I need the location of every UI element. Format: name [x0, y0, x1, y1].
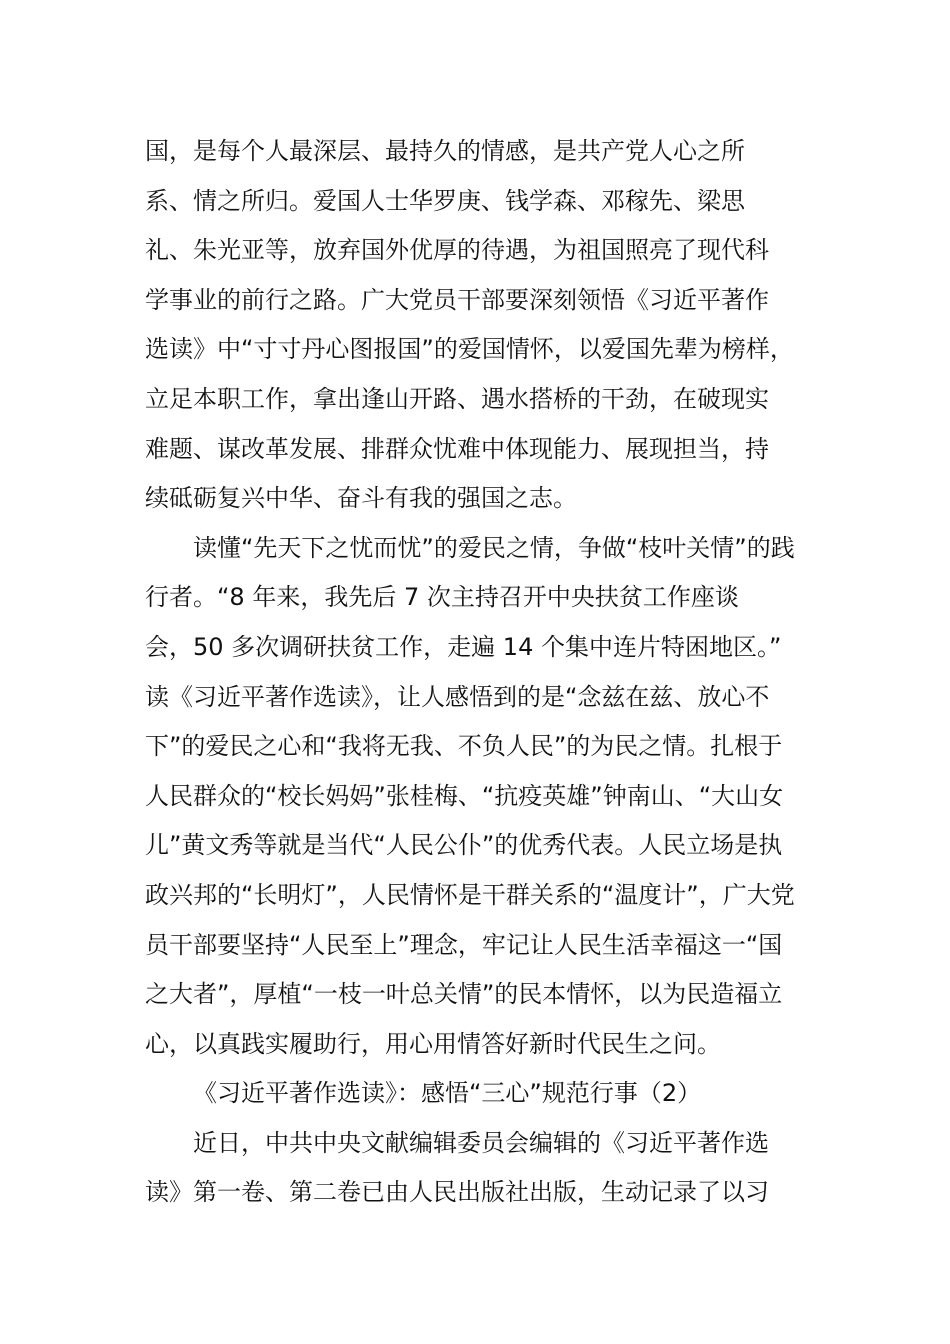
text-line: 心，以真践实履助行，用心用情答好新时代民生之问。: [145, 1029, 721, 1058]
text-line: 选读》中“寸寸丹心图报国”的爱国情怀，以爱国先辈为榜样，: [145, 335, 794, 364]
text-line: 人民群众的“校长妈妈”张桂梅、“抗疫英雄”钟南山、“大山女: [145, 781, 784, 810]
text-line: 立足本职工作，拿出逢山开路、遇水搭桥的干劲，在破现实: [145, 384, 769, 413]
text-line: 读》第一卷、第二卷已由人民出版社出版，生动记录了以习: [145, 1178, 769, 1207]
text-line: 国，是每个人最深层、最持久的情感，是共产党人心之所: [145, 137, 745, 165]
text-line: 礼、朱光亚等，放弃国外优厚的待遇，为祖国照亮了现代科: [145, 236, 769, 265]
document-body: [145, 127, 825, 1218]
section-heading: 《习近平著作选读》：感悟“三心”规范行事（2）: [193, 1079, 702, 1108]
text-line: 儿”黄文秀等就是当代“人民公仆”的优秀代表。人民立场是执: [145, 831, 783, 860]
text-line: 会，50 多次调研扶贫工作，走遍 14 个集中连片特困地区。”: [145, 632, 782, 661]
paragraph-start-line: 读懂“先天下之忧而忧”的爱民之情，争做“枝叶关情”的践: [193, 533, 795, 562]
text-line: 续砥砺复兴中华、奋斗有我的强国之志。: [145, 484, 577, 513]
text-line: 政兴邦的“长明灯”，人民情怀是干群关系的“温度计”，广大党: [145, 880, 795, 909]
text-line: 行者。“8 年来，我先后 7 次主持召开中央扶贫工作座谈: [145, 583, 739, 612]
text-line: 读《习近平著作选读》，让人感悟到的是“念兹在兹、放心不: [145, 682, 770, 711]
text-line: 系、情之所归。爱国人士华罗庚、钱学森、邓稼先、梁思: [145, 186, 745, 215]
text-line: 员干部要坚持“人民至上”理念，牢记让人民生活幸福这一“国: [145, 930, 783, 959]
text-line: 学事业的前行之路。广大党员干部要深刻领悟《习近平著作: [145, 285, 769, 314]
text-line: 之大者”，厚植“一枝一叶总关情”的民本情怀，以为民造福立: [145, 980, 783, 1009]
paragraph-start-line: 近日，中共中央文献编辑委员会编辑的《习近平著作选: [193, 1128, 769, 1157]
text-line: 难题、谋改革发展、排群众忧难中体现能力、展现担当，持: [145, 434, 769, 463]
text-line: 下”的爱民之心和“我将无我、不负人民”的为民之情。扎根于: [145, 732, 783, 761]
